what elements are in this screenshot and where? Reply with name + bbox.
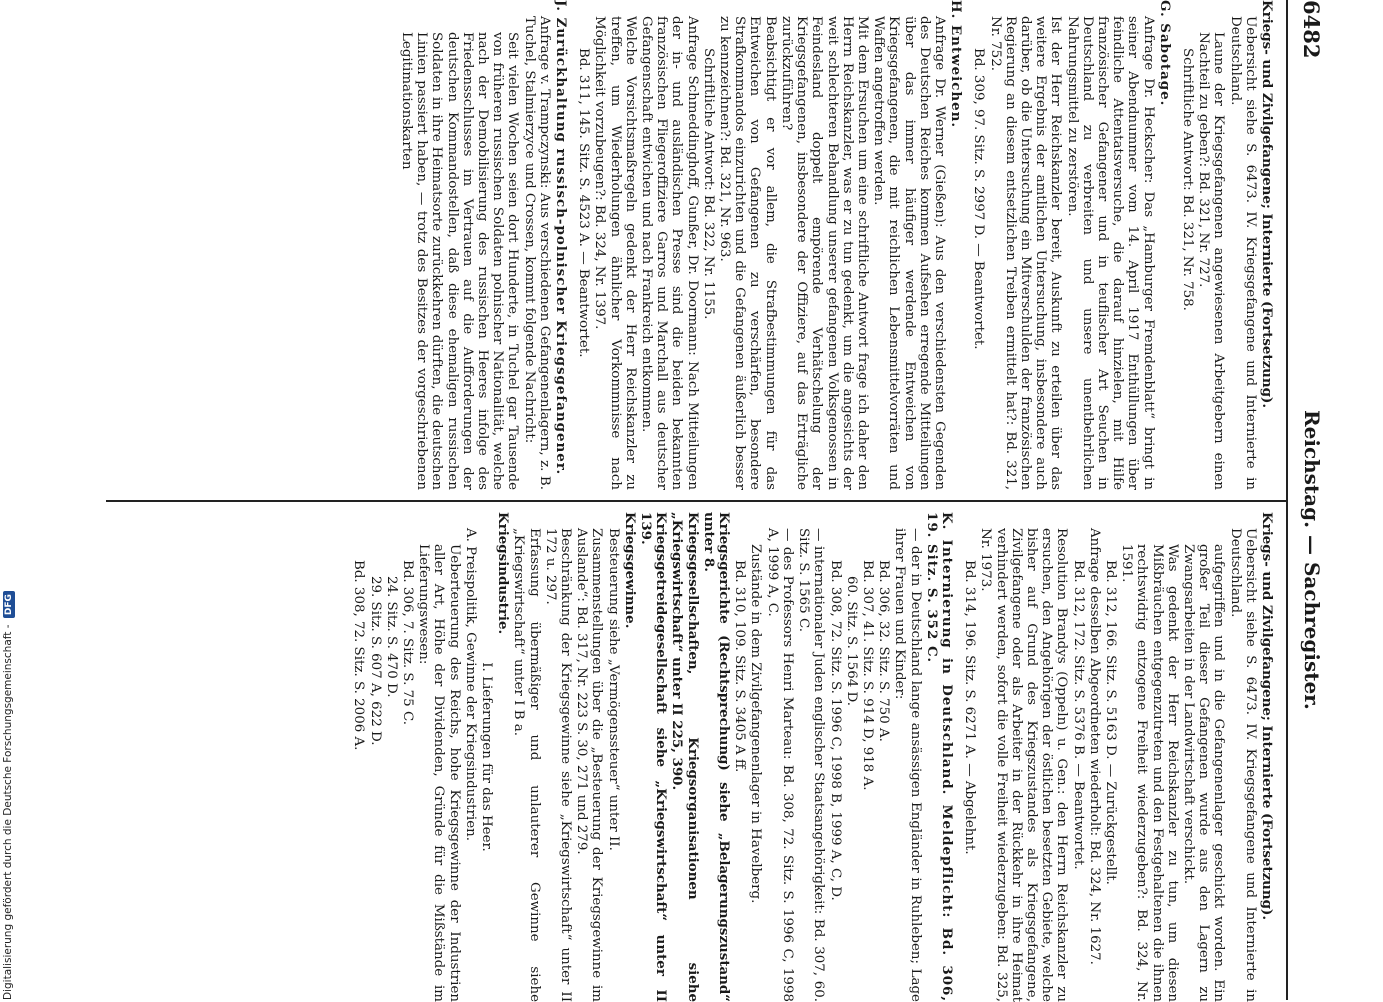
register-entry: aufgegriffen und in die Gefangenenlager geschickt worden. Ein großer Teil dieser Gefangenen wurde aus den Lagern zu Zwangsarbeiten in der Landwirtschaft verschickt. [1180, 544, 1227, 1002]
register-entry: 24. Sitz. S. 470 D. [383, 576, 399, 698]
register-entry: Anfrage v. Trampczynski: Aus verschiedenen Gefangenenlagern, z. B. Tuchel, Stalmierzyce und Crossen, kommt folgende Nachricht: [521, 16, 552, 490]
register-entry: Bd. 312, 172. Sitz. S. 5376 B. — Beantwortet. [1070, 560, 1086, 870]
register-entry: 29. Sitz. S. 607 A, 622 D. [367, 576, 383, 746]
imprint-text [2, 594, 20, 1000]
left-column [398, 0, 1274, 490]
register-entry: Anfrage Dr. Werner (Gießen): Aus den verschiedensten Gegenden des Deutschen Reiches kommen Aufsehen erregende Mitteilungen über das immer häufiger werdende Entweichen von Kriegsgefangenen, die mit reichlichen Lebensmittelvorräten und Waffen angetroffen werden. [871, 16, 947, 490]
register-entry: Beschränkung der Kriegsgewinne siehe „Kriegswirtschaft“ unter II 172 u. 297. [542, 528, 574, 1002]
register-entry: Zustände in dem Zivilgefangenenlager in Havelberg. [748, 544, 764, 904]
header-rule [1286, 0, 1288, 1000]
register-entry: Schriftliche Antwort: Bd. 322, Nr. 1155. [700, 48, 716, 320]
column-divider [106, 500, 1286, 502]
register-entry: Zusammenstellungen über die „Besteuerung der Kriegsgewinne im Auslande“: Bd. 317, Nr. 223 S. 30, 271 und 279. [574, 528, 605, 1002]
register-entry: Laune der Kriegsgefangenen angewiesenen Arbeitgebern einen Nachteil zu geben?: Bd. 321, Nr. 727. [1196, 32, 1227, 490]
register-entry: Uebersicht siehe S. 6473. IV. Kriegsgefangene und Internierte in Deutschland. [1227, 528, 1258, 1002]
register-entry: Bd. 306, 7. Sitz. S. 75 C. [400, 560, 416, 725]
register-entry: — internationaler Juden englischer Staatsangehörigkeit: Bd. 307, 60. Sitz. S. 1565 C. [796, 528, 827, 1002]
dfg-logo: DFG [3, 591, 15, 618]
register-entry: Welche Vorsichtsmaßregeln gedenkt der Herr Reichskanzler zu treffen, um Wiederholungen ähnlicher Vorkommnisse nach Möglichkeit vorzubeugen?: Bd. 324, Nr. 1397. [592, 16, 638, 490]
register-entry: Kriegs- und Zivilgefangene; Internierte (Fortsetzung). [1259, 0, 1275, 409]
register-entry: — des Professors Henri Marteau: Bd. 308, 72. Sitz. S. 1996 C, 1998 A, 1999 A, C. [764, 528, 795, 1002]
register-entry: Seit vielen Wochen seien dort Hunderte, in Tuchel gar Tausende von früheren russischen Soldaten polnischer Nationalität, welche nach der Demobilisierung des russischen Heeres infolge des Friedensschlusses im Vertrauen auf die Aufforderungen der deutschen Kommandostellen, daß diese ehemaligen russischen Soldaten in ihre Heimatsorte zurückkehren dürften, die deutschen Linien passiert haben, — trotz des Besitzes der vorgeschriebenen Legitimationskarten [399, 32, 521, 490]
register-entry: I. Lieferungen für das Heer. [479, 662, 495, 852]
page-number: 6482 [1299, 0, 1324, 59]
register-entry: Beabsichtigt er vor allem, die Strafbestimmungen für das Entweichen von Gefangenen zu verschärfen, besondere Strafkommandos einzurichten und die Gefangenen äußerlich besser zu kennzeichnen?: Bd. 321, Nr. 963. [717, 16, 778, 490]
register-entry: Kriegsgerichte (Rechtsprechung) siehe „Belagerungszustand“ unter 8. [700, 512, 733, 1002]
register-entry: G. Sabotage. [1156, 0, 1173, 107]
register-entry: Bd. 307, 41. Sitz. S. 914 D, 918 A. [859, 560, 875, 791]
register-entry: Kriegsgewinne. [621, 512, 638, 629]
register-entry: Kriegs- und Zivilgefangene; Internierte (Fortsetzung). [1259, 512, 1275, 921]
register-entry: Bd. 311, 145. Sitz. S. 4523 A. — Beantwortet. [576, 48, 592, 358]
register-entry: — der in Deutschland lange ansässigen Engländer in Ruhleben; Lage ihrer Frauen und Kinder: [892, 528, 923, 1002]
imprint-label: Digitalisierung gefördert durch die Deutsche Forschungsgemeinschaft - [2, 624, 14, 1000]
register-entry: Erfassung übermäßiger und unlauterer Gewinne siehe „Kriegswirtschaft“ unter I B a. [511, 528, 542, 1002]
register-entry: Schriftliche Antwort: Bd. 321, Nr. 758. [1179, 48, 1195, 311]
register-entry: Bd. 308, 72. Sitz. S. 2006 A. [351, 560, 367, 751]
register-entry: Kriegsgesellschaften, Kriegsorganisationen siehe „Kriegswirtschaft“ unter II 225, 390. [669, 512, 701, 1002]
right-column [350, 512, 1274, 1002]
register-entry: Bd. 310, 109. Sitz. S. 3405 A ff. [732, 560, 748, 773]
rotated-register-page [48, 0, 1338, 1000]
register-entry: Ist der Herr Reichskanzler bereit, Auskunft zu erteilen über das weitere Ergebnis der amtlichen Untersuchung, insbesondere auch darüber, ob die Untersuchung ein Mitverschulden der französischen Regierung an diesem entsetzlichen Treiben ermittelt hat?: Bd. 321, Nr. 752. [987, 16, 1064, 490]
register-entry: Anfrage Schmeddinghoff, Gunßer, Dr. Doormann: Nach Mitteilungen der in- und ausländischen Presse sind die beiden bekannten französischen Fliegeroffiziere Garros und Marchall aus deutscher Gefangenschaft entwichen und nach Frankreich entkommen. [639, 16, 700, 490]
imprint-strip [2, 594, 22, 1000]
register-entry: Ueberteuerung des Reichs, hohe Kriegsgewinne der Industrien aller Art, Höhe der Dividenden, Gründe für die Mißstände im Lieferungswesen: [416, 544, 462, 1002]
page-header [1286, 0, 1324, 1000]
register-entry: Kriegsindustrie. [495, 512, 512, 635]
running-head: Reichstag. — Sachregister. [1300, 410, 1324, 710]
register-entry: Resolution Brandys (Oppeln) u. Gen.: den Herrn Reichskanzler zu ersuchen, den Angehörigen der östlichen besetzten Gebiete, welche bisher auf Grund des Kriegszustandes als Kriegsgefangene, Zivilgefangene oder als Arbeiter in der Rückkehr in ihre Heimat verhindert werden, sofort die volle Freiheit wiederzugeben: Bd. 325, Nr. 1973. [978, 528, 1070, 1002]
register-entry: Anfrage Dr. Heckscher: Das „Hamburger Fremdenblatt“ bringt in seiner Abendnummer vom 14. April 1917 Enthüllungen über feindliche Attentatsversuche, die darauf hinzielen, mit Hilfe französischer Gefangener und in teuflischer Art Seuchen in Deutschland zu verbreiten und unsere unentbehrlichen Nahrungsmittel zu zerstören. [1064, 16, 1156, 490]
register-entry: Was gedenkt der Herr Reichskanzler zu tun, um diesen Mißbräuchen entgegenzutreten und den Festgehaltenen die ihnen rechtswidrig entzogene Freiheit wiederzugeben?: Bd. 324, Nr. 1591. [1119, 544, 1180, 1002]
register-entry: Uebersicht siehe S. 6473. IV. Kriegsgefangene und Internierte in Deutschland. [1227, 16, 1258, 490]
register-entry: K. Internierung in Deutschland. Meldepflicht: Bd. 306, 19. Sitz. S. 352 C. [923, 512, 955, 1002]
register-entry: Bd. 312, 166. Sitz. S. 5163 D. — Zurückgestellt. [1102, 560, 1118, 885]
register-entry: 60. Sitz. S. 1564 D. [843, 576, 859, 707]
register-entry: Bd. 314, 196. Sitz. S. 6271 A. — Abgelehnt. [962, 560, 978, 855]
register-entry: Bd. 308, 72. Sitz. S. 1996 C, 1998 B, 1999 A, C, D. [827, 560, 843, 901]
register-entry: A. Preispolitik, Gewinne der Kriegsindustrien. [462, 528, 478, 842]
register-entry: Mit dem Ersuchen um eine schriftliche Antwort frage ich daher den Herrn Reichskanzler, was er zu tun gedenkt, um die angesichts der weit schlechteren Behandlung unserer gefangenen Volksgenossen in Feindesland doppelt empörende Verhätschelung der Kriegsgefangenen, insbesondere der Offiziere, auf das Erträgliche zurückzuführen? [778, 16, 870, 490]
register-entry: Bd. 309, 97. Sitz. S. 2997 D. — Beantwortet. [971, 48, 987, 350]
register-entry: Anfrage desselben Abgeordneten wiederholt: Bd. 324, Nr. 1627. [1086, 528, 1102, 965]
register-entry: Kriegsgetreidegesellschaft siehe „Kriegswirtschaft“ unter II 139. [638, 512, 670, 1002]
register-entry: Besteuerung siehe „Vermögenssteuer“ unter II. [605, 528, 621, 851]
register-entry: J. Zurückhaltung russisch-polnischer Kriegsgefangener. [553, 0, 570, 476]
register-entry: H. Entweichen. [948, 0, 965, 129]
register-entry: Bd. 306, 32. Sitz. S. 750 A. [876, 560, 892, 742]
